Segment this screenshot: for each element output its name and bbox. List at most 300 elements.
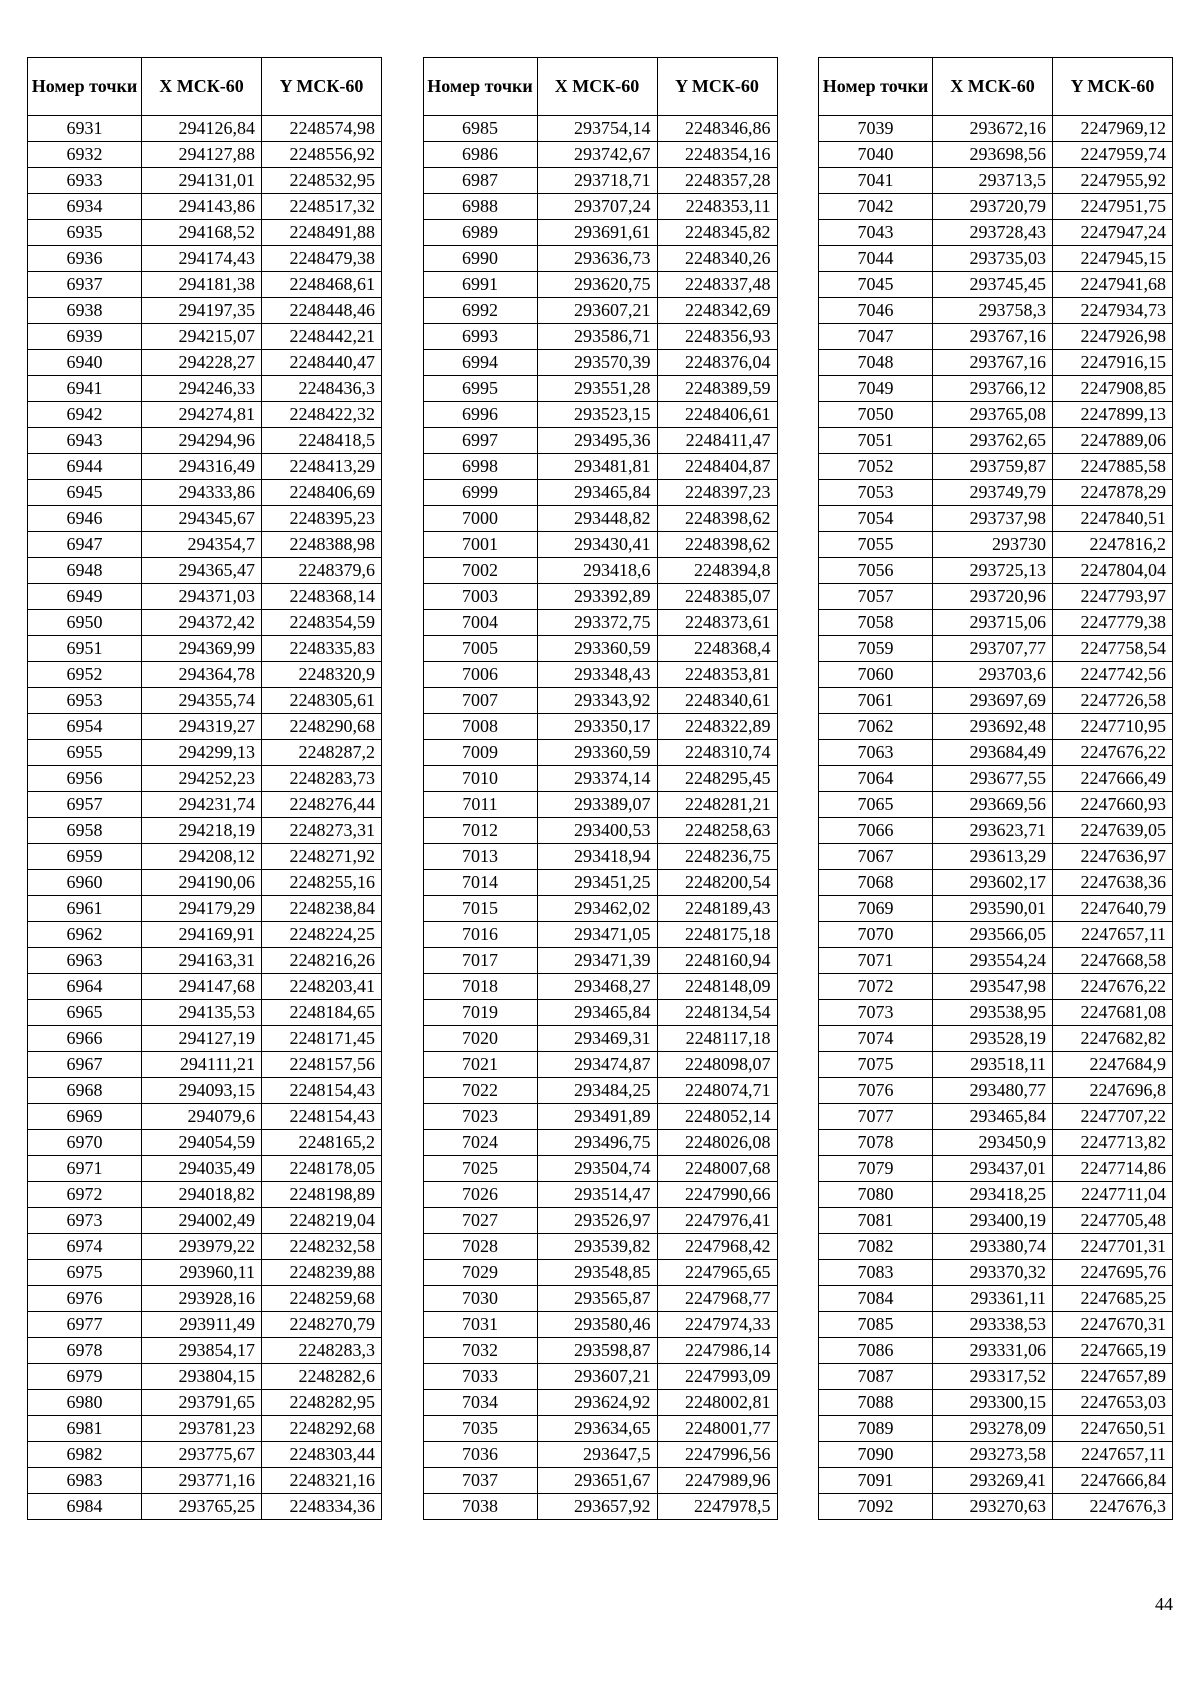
x-coordinate-cell: 294054,59 bbox=[142, 1130, 262, 1156]
y-coordinate-cell: 2248238,84 bbox=[262, 896, 382, 922]
point-number-cell: 7071 bbox=[819, 948, 933, 974]
table-row bbox=[819, 1260, 1173, 1286]
y-coordinate-cell: 2248334,36 bbox=[262, 1494, 382, 1520]
point-number-cell: 6967 bbox=[28, 1052, 142, 1078]
x-coordinate-cell: 293607,21 bbox=[537, 1364, 657, 1390]
table-row bbox=[819, 974, 1173, 1000]
point-number-cell: 7070 bbox=[819, 922, 933, 948]
x-coordinate-cell: 294169,91 bbox=[142, 922, 262, 948]
y-coordinate-cell: 2247993,09 bbox=[657, 1364, 777, 1390]
y-coordinate-cell: 2247947,24 bbox=[1053, 220, 1173, 246]
x-coordinate-cell: 293728,43 bbox=[933, 220, 1053, 246]
point-number-cell: 7035 bbox=[423, 1416, 537, 1442]
point-number-cell: 7032 bbox=[423, 1338, 537, 1364]
table-row bbox=[819, 1234, 1173, 1260]
x-coordinate-cell: 294131,01 bbox=[142, 168, 262, 194]
table-row bbox=[819, 1156, 1173, 1182]
x-coordinate-cell: 293725,13 bbox=[933, 558, 1053, 584]
x-coordinate-cell: 293742,67 bbox=[537, 142, 657, 168]
table-row bbox=[423, 1078, 777, 1104]
table-row bbox=[819, 1052, 1173, 1078]
y-coordinate-cell: 2248368,14 bbox=[262, 584, 382, 610]
x-coordinate-cell: 294079,6 bbox=[142, 1104, 262, 1130]
x-coordinate-cell: 293692,48 bbox=[933, 714, 1053, 740]
table-row bbox=[28, 948, 382, 974]
x-coordinate-cell: 293804,15 bbox=[142, 1364, 262, 1390]
point-number-cell: 7055 bbox=[819, 532, 933, 558]
y-coordinate-cell: 2248406,69 bbox=[262, 480, 382, 506]
point-number-cell: 7026 bbox=[423, 1182, 537, 1208]
point-number-cell: 7073 bbox=[819, 1000, 933, 1026]
y-coordinate-cell: 2248321,16 bbox=[262, 1468, 382, 1494]
point-number-cell: 7013 bbox=[423, 844, 537, 870]
point-number-cell: 7022 bbox=[423, 1078, 537, 1104]
table-row bbox=[423, 974, 777, 1000]
x-coordinate-cell: 293707,24 bbox=[537, 194, 657, 220]
point-number-cell: 7029 bbox=[423, 1260, 537, 1286]
table-row bbox=[28, 1494, 382, 1520]
x-coordinate-cell: 293451,25 bbox=[537, 870, 657, 896]
table-row bbox=[28, 688, 382, 714]
table-row bbox=[28, 1000, 382, 1026]
table-row bbox=[423, 1182, 777, 1208]
y-coordinate-cell: 2247804,04 bbox=[1053, 558, 1173, 584]
x-coordinate-cell: 293698,56 bbox=[933, 142, 1053, 168]
x-coordinate-cell: 293775,67 bbox=[142, 1442, 262, 1468]
table-row bbox=[819, 142, 1173, 168]
point-number-cell: 6969 bbox=[28, 1104, 142, 1130]
table-row bbox=[819, 1416, 1173, 1442]
y-coordinate-cell: 2248148,09 bbox=[657, 974, 777, 1000]
x-coordinate-cell: 294365,47 bbox=[142, 558, 262, 584]
table-row bbox=[423, 1260, 777, 1286]
table-row bbox=[819, 220, 1173, 246]
y-coordinate-cell: 2248184,65 bbox=[262, 1000, 382, 1026]
point-number-cell: 7051 bbox=[819, 428, 933, 454]
y-coordinate-cell: 2248532,95 bbox=[262, 168, 382, 194]
point-number-cell: 7046 bbox=[819, 298, 933, 324]
table-row bbox=[819, 1078, 1173, 1104]
point-number-cell: 7061 bbox=[819, 688, 933, 714]
x-coordinate-cell: 293620,75 bbox=[537, 272, 657, 298]
y-coordinate-cell: 2248232,58 bbox=[262, 1234, 382, 1260]
point-number-cell: 7016 bbox=[423, 922, 537, 948]
x-coordinate-cell: 293634,65 bbox=[537, 1416, 657, 1442]
table-row bbox=[423, 1130, 777, 1156]
x-coordinate-cell: 293448,82 bbox=[537, 506, 657, 532]
table-row bbox=[28, 558, 382, 584]
x-coordinate-cell: 293469,31 bbox=[537, 1026, 657, 1052]
x-coordinate-cell: 293707,77 bbox=[933, 636, 1053, 662]
x-coordinate-cell: 293657,92 bbox=[537, 1494, 657, 1520]
point-number-cell: 7009 bbox=[423, 740, 537, 766]
y-coordinate-cell: 2248178,05 bbox=[262, 1156, 382, 1182]
point-number-cell: 6960 bbox=[28, 870, 142, 896]
point-number-cell: 6979 bbox=[28, 1364, 142, 1390]
y-coordinate-cell: 2248357,28 bbox=[657, 168, 777, 194]
point-number-cell: 7005 bbox=[423, 636, 537, 662]
y-coordinate-cell: 2248491,88 bbox=[262, 220, 382, 246]
table-body bbox=[423, 116, 777, 1520]
table-row bbox=[28, 1260, 382, 1286]
y-coordinate-cell: 2247684,9 bbox=[1053, 1052, 1173, 1078]
point-number-cell: 6990 bbox=[423, 246, 537, 272]
point-number-cell: 7082 bbox=[819, 1234, 933, 1260]
point-number-cell: 7043 bbox=[819, 220, 933, 246]
x-coordinate-cell: 293636,73 bbox=[537, 246, 657, 272]
x-coordinate-cell: 293491,89 bbox=[537, 1104, 657, 1130]
y-coordinate-cell: 2248282,6 bbox=[262, 1364, 382, 1390]
x-coordinate-cell: 293928,16 bbox=[142, 1286, 262, 1312]
table-row bbox=[423, 506, 777, 532]
table-row bbox=[28, 1208, 382, 1234]
point-number-cell: 7064 bbox=[819, 766, 933, 792]
point-number-cell: 7021 bbox=[423, 1052, 537, 1078]
y-coordinate-cell: 2247742,56 bbox=[1053, 662, 1173, 688]
y-coordinate-cell: 2248295,45 bbox=[657, 766, 777, 792]
x-coordinate-cell: 293854,17 bbox=[142, 1338, 262, 1364]
x-coordinate-cell: 293462,02 bbox=[537, 896, 657, 922]
table-row bbox=[819, 1130, 1173, 1156]
table-row bbox=[28, 714, 382, 740]
coordinate-table-2 bbox=[423, 57, 778, 1520]
y-coordinate-cell: 2248413,29 bbox=[262, 454, 382, 480]
y-coordinate-cell: 2247793,97 bbox=[1053, 584, 1173, 610]
x-coordinate-cell: 293737,98 bbox=[933, 506, 1053, 532]
y-coordinate-cell: 2248224,25 bbox=[262, 922, 382, 948]
table-row bbox=[28, 584, 382, 610]
table-row bbox=[28, 818, 382, 844]
point-number-cell: 7066 bbox=[819, 818, 933, 844]
y-coordinate-cell: 2247878,29 bbox=[1053, 480, 1173, 506]
point-number-cell: 6950 bbox=[28, 610, 142, 636]
point-number-cell: 7004 bbox=[423, 610, 537, 636]
column-header-point-number: Номер точки bbox=[28, 58, 142, 116]
table-row bbox=[819, 896, 1173, 922]
y-coordinate-cell: 2248337,48 bbox=[657, 272, 777, 298]
point-number-cell: 6992 bbox=[423, 298, 537, 324]
table-row bbox=[819, 1338, 1173, 1364]
x-coordinate-cell: 294319,27 bbox=[142, 714, 262, 740]
x-coordinate-cell: 293465,84 bbox=[933, 1104, 1053, 1130]
y-coordinate-cell: 2247989,96 bbox=[657, 1468, 777, 1494]
table-row bbox=[819, 844, 1173, 870]
table-row bbox=[423, 714, 777, 740]
y-coordinate-cell: 2248388,98 bbox=[262, 532, 382, 558]
y-coordinate-cell: 2247676,3 bbox=[1053, 1494, 1173, 1520]
table-row bbox=[423, 402, 777, 428]
x-coordinate-cell: 294369,99 bbox=[142, 636, 262, 662]
y-coordinate-cell: 2248074,71 bbox=[657, 1078, 777, 1104]
table-row bbox=[423, 1052, 777, 1078]
x-coordinate-cell: 293745,45 bbox=[933, 272, 1053, 298]
x-coordinate-cell: 293528,19 bbox=[933, 1026, 1053, 1052]
y-coordinate-cell: 2248157,56 bbox=[262, 1052, 382, 1078]
table-row bbox=[423, 168, 777, 194]
point-number-cell: 6955 bbox=[28, 740, 142, 766]
x-coordinate-cell: 293598,87 bbox=[537, 1338, 657, 1364]
table-row bbox=[28, 1052, 382, 1078]
x-coordinate-cell: 294168,52 bbox=[142, 220, 262, 246]
point-number-cell: 7047 bbox=[819, 324, 933, 350]
y-coordinate-cell: 2247779,38 bbox=[1053, 610, 1173, 636]
y-coordinate-cell: 2247955,92 bbox=[1053, 168, 1173, 194]
y-coordinate-cell: 2248479,38 bbox=[262, 246, 382, 272]
table-row bbox=[28, 1312, 382, 1338]
x-coordinate-cell: 293481,81 bbox=[537, 454, 657, 480]
x-coordinate-cell: 293278,09 bbox=[933, 1416, 1053, 1442]
x-coordinate-cell: 293703,6 bbox=[933, 662, 1053, 688]
x-coordinate-cell: 293343,92 bbox=[537, 688, 657, 714]
table-row bbox=[423, 376, 777, 402]
y-coordinate-cell: 2248373,61 bbox=[657, 610, 777, 636]
x-coordinate-cell: 294126,84 bbox=[142, 116, 262, 142]
table-row bbox=[28, 298, 382, 324]
table-row bbox=[819, 714, 1173, 740]
table-row bbox=[423, 1234, 777, 1260]
table-row bbox=[423, 792, 777, 818]
y-coordinate-cell: 2248175,18 bbox=[657, 922, 777, 948]
x-coordinate-cell: 294364,78 bbox=[142, 662, 262, 688]
table-row bbox=[28, 480, 382, 506]
point-number-cell: 6999 bbox=[423, 480, 537, 506]
point-number-cell: 7012 bbox=[423, 818, 537, 844]
x-coordinate-cell: 293613,29 bbox=[933, 844, 1053, 870]
coordinate-tables bbox=[27, 57, 1173, 1520]
x-coordinate-cell: 293749,79 bbox=[933, 480, 1053, 506]
y-coordinate-cell: 2248134,54 bbox=[657, 1000, 777, 1026]
page-number: 44 bbox=[1155, 1594, 1173, 1614]
y-coordinate-cell: 2248422,32 bbox=[262, 402, 382, 428]
point-number-cell: 7062 bbox=[819, 714, 933, 740]
x-coordinate-cell: 293400,53 bbox=[537, 818, 657, 844]
y-coordinate-cell: 2248406,61 bbox=[657, 402, 777, 428]
column-header-x: X МСК-60 bbox=[537, 58, 657, 116]
point-number-cell: 7091 bbox=[819, 1468, 933, 1494]
x-coordinate-cell: 293514,47 bbox=[537, 1182, 657, 1208]
table-row bbox=[28, 792, 382, 818]
point-number-cell: 6981 bbox=[28, 1416, 142, 1442]
point-number-cell: 7080 bbox=[819, 1182, 933, 1208]
point-number-cell: 7077 bbox=[819, 1104, 933, 1130]
x-coordinate-cell: 294208,12 bbox=[142, 844, 262, 870]
y-coordinate-cell: 2248468,61 bbox=[262, 272, 382, 298]
table-row bbox=[28, 662, 382, 688]
point-number-cell: 7034 bbox=[423, 1390, 537, 1416]
y-coordinate-cell: 2248239,88 bbox=[262, 1260, 382, 1286]
x-coordinate-cell: 293361,11 bbox=[933, 1286, 1053, 1312]
x-coordinate-cell: 293526,97 bbox=[537, 1208, 657, 1234]
x-coordinate-cell: 293651,67 bbox=[537, 1468, 657, 1494]
table-row bbox=[819, 818, 1173, 844]
table-row bbox=[28, 1364, 382, 1390]
y-coordinate-cell: 2248448,46 bbox=[262, 298, 382, 324]
x-coordinate-cell: 293547,98 bbox=[933, 974, 1053, 1000]
table-row bbox=[819, 272, 1173, 298]
point-number-cell: 6931 bbox=[28, 116, 142, 142]
point-number-cell: 7020 bbox=[423, 1026, 537, 1052]
point-number-cell: 6970 bbox=[28, 1130, 142, 1156]
table-row bbox=[423, 1364, 777, 1390]
point-number-cell: 6948 bbox=[28, 558, 142, 584]
table-row bbox=[819, 1390, 1173, 1416]
point-number-cell: 6945 bbox=[28, 480, 142, 506]
table-row bbox=[28, 142, 382, 168]
table-header-row bbox=[28, 58, 382, 116]
point-number-cell: 7084 bbox=[819, 1286, 933, 1312]
table-row bbox=[28, 844, 382, 870]
point-number-cell: 6989 bbox=[423, 220, 537, 246]
y-coordinate-cell: 2248189,43 bbox=[657, 896, 777, 922]
point-number-cell: 6983 bbox=[28, 1468, 142, 1494]
y-coordinate-cell: 2247710,95 bbox=[1053, 714, 1173, 740]
column-header-y: Y МСК-60 bbox=[1053, 58, 1173, 116]
table-row bbox=[28, 272, 382, 298]
y-coordinate-cell: 2248216,26 bbox=[262, 948, 382, 974]
x-coordinate-cell: 294197,35 bbox=[142, 298, 262, 324]
table-row bbox=[423, 116, 777, 142]
x-coordinate-cell: 293300,15 bbox=[933, 1390, 1053, 1416]
y-coordinate-cell: 2247965,65 bbox=[657, 1260, 777, 1286]
y-coordinate-cell: 2247685,25 bbox=[1053, 1286, 1173, 1312]
y-coordinate-cell: 2248271,92 bbox=[262, 844, 382, 870]
table-row bbox=[819, 480, 1173, 506]
x-coordinate-cell: 293715,06 bbox=[933, 610, 1053, 636]
y-coordinate-cell: 2247969,12 bbox=[1053, 116, 1173, 142]
x-coordinate-cell: 294218,19 bbox=[142, 818, 262, 844]
x-coordinate-cell: 294147,68 bbox=[142, 974, 262, 1000]
point-number-cell: 6987 bbox=[423, 168, 537, 194]
table-row bbox=[28, 194, 382, 220]
y-coordinate-cell: 2247726,58 bbox=[1053, 688, 1173, 714]
point-number-cell: 6974 bbox=[28, 1234, 142, 1260]
x-coordinate-cell: 293392,89 bbox=[537, 584, 657, 610]
point-number-cell: 6982 bbox=[28, 1442, 142, 1468]
y-coordinate-cell: 2247978,5 bbox=[657, 1494, 777, 1520]
point-number-cell: 6985 bbox=[423, 116, 537, 142]
y-coordinate-cell: 2248283,73 bbox=[262, 766, 382, 792]
y-coordinate-cell: 2248517,32 bbox=[262, 194, 382, 220]
table-row bbox=[423, 896, 777, 922]
point-number-cell: 6956 bbox=[28, 766, 142, 792]
table-row bbox=[423, 948, 777, 974]
x-coordinate-cell: 293474,87 bbox=[537, 1052, 657, 1078]
table-row bbox=[28, 1156, 382, 1182]
table-row bbox=[28, 1234, 382, 1260]
table-row bbox=[28, 870, 382, 896]
x-coordinate-cell: 293762,65 bbox=[933, 428, 1053, 454]
table-row bbox=[423, 1338, 777, 1364]
table-row bbox=[423, 220, 777, 246]
y-coordinate-cell: 2247705,48 bbox=[1053, 1208, 1173, 1234]
table-row bbox=[28, 1468, 382, 1494]
table-row bbox=[28, 1026, 382, 1052]
x-coordinate-cell: 293539,82 bbox=[537, 1234, 657, 1260]
table-row bbox=[28, 740, 382, 766]
point-number-cell: 7048 bbox=[819, 350, 933, 376]
table-row bbox=[28, 168, 382, 194]
x-coordinate-cell: 293781,23 bbox=[142, 1416, 262, 1442]
point-number-cell: 6933 bbox=[28, 168, 142, 194]
x-coordinate-cell: 293331,06 bbox=[933, 1338, 1053, 1364]
point-number-cell: 7053 bbox=[819, 480, 933, 506]
x-coordinate-cell: 293538,95 bbox=[933, 1000, 1053, 1026]
x-coordinate-cell: 293380,74 bbox=[933, 1234, 1053, 1260]
point-number-cell: 7089 bbox=[819, 1416, 933, 1442]
x-coordinate-cell: 293518,11 bbox=[933, 1052, 1053, 1078]
point-number-cell: 6962 bbox=[28, 922, 142, 948]
y-coordinate-cell: 2248255,16 bbox=[262, 870, 382, 896]
y-coordinate-cell: 2247916,15 bbox=[1053, 350, 1173, 376]
x-coordinate-cell: 293960,11 bbox=[142, 1260, 262, 1286]
point-number-cell: 7083 bbox=[819, 1260, 933, 1286]
y-coordinate-cell: 2248411,47 bbox=[657, 428, 777, 454]
point-number-cell: 7031 bbox=[423, 1312, 537, 1338]
x-coordinate-cell: 293570,39 bbox=[537, 350, 657, 376]
x-coordinate-cell: 294354,7 bbox=[142, 532, 262, 558]
point-number-cell: 7074 bbox=[819, 1026, 933, 1052]
table-row bbox=[28, 350, 382, 376]
x-coordinate-cell: 293669,56 bbox=[933, 792, 1053, 818]
x-coordinate-cell: 294179,29 bbox=[142, 896, 262, 922]
x-coordinate-cell: 294127,19 bbox=[142, 1026, 262, 1052]
point-number-cell: 6937 bbox=[28, 272, 142, 298]
point-number-cell: 7033 bbox=[423, 1364, 537, 1390]
x-coordinate-cell: 293766,12 bbox=[933, 376, 1053, 402]
table-row bbox=[28, 532, 382, 558]
x-coordinate-cell: 294231,74 bbox=[142, 792, 262, 818]
y-coordinate-cell: 2248098,07 bbox=[657, 1052, 777, 1078]
table-row bbox=[423, 1416, 777, 1442]
y-coordinate-cell: 2248276,44 bbox=[262, 792, 382, 818]
x-coordinate-cell: 293623,71 bbox=[933, 818, 1053, 844]
table-row bbox=[819, 116, 1173, 142]
point-number-cell: 6944 bbox=[28, 454, 142, 480]
point-number-cell: 7078 bbox=[819, 1130, 933, 1156]
y-coordinate-cell: 2247889,06 bbox=[1053, 428, 1173, 454]
y-coordinate-cell: 2248368,4 bbox=[657, 636, 777, 662]
y-coordinate-cell: 2248219,04 bbox=[262, 1208, 382, 1234]
y-coordinate-cell: 2247714,86 bbox=[1053, 1156, 1173, 1182]
point-number-cell: 6977 bbox=[28, 1312, 142, 1338]
table-row bbox=[28, 610, 382, 636]
table-row bbox=[819, 1000, 1173, 1026]
table-row bbox=[423, 324, 777, 350]
point-number-cell: 7067 bbox=[819, 844, 933, 870]
x-coordinate-cell: 293979,22 bbox=[142, 1234, 262, 1260]
x-coordinate-cell: 293465,84 bbox=[537, 480, 657, 506]
table-row bbox=[819, 1208, 1173, 1234]
table-row bbox=[423, 454, 777, 480]
point-number-cell: 6984 bbox=[28, 1494, 142, 1520]
y-coordinate-cell: 2247650,51 bbox=[1053, 1416, 1173, 1442]
y-coordinate-cell: 2247758,54 bbox=[1053, 636, 1173, 662]
table-row bbox=[819, 298, 1173, 324]
table-row bbox=[28, 506, 382, 532]
x-coordinate-cell: 293767,16 bbox=[933, 350, 1053, 376]
x-coordinate-cell: 293430,41 bbox=[537, 532, 657, 558]
x-coordinate-cell: 294215,07 bbox=[142, 324, 262, 350]
y-coordinate-cell: 2248418,5 bbox=[262, 428, 382, 454]
y-coordinate-cell: 2248353,81 bbox=[657, 662, 777, 688]
table-row bbox=[423, 636, 777, 662]
table-row bbox=[819, 610, 1173, 636]
y-coordinate-cell: 2248398,62 bbox=[657, 532, 777, 558]
point-number-cell: 6964 bbox=[28, 974, 142, 1000]
table-row bbox=[28, 116, 382, 142]
table-row bbox=[423, 1390, 777, 1416]
y-coordinate-cell: 2247665,19 bbox=[1053, 1338, 1173, 1364]
